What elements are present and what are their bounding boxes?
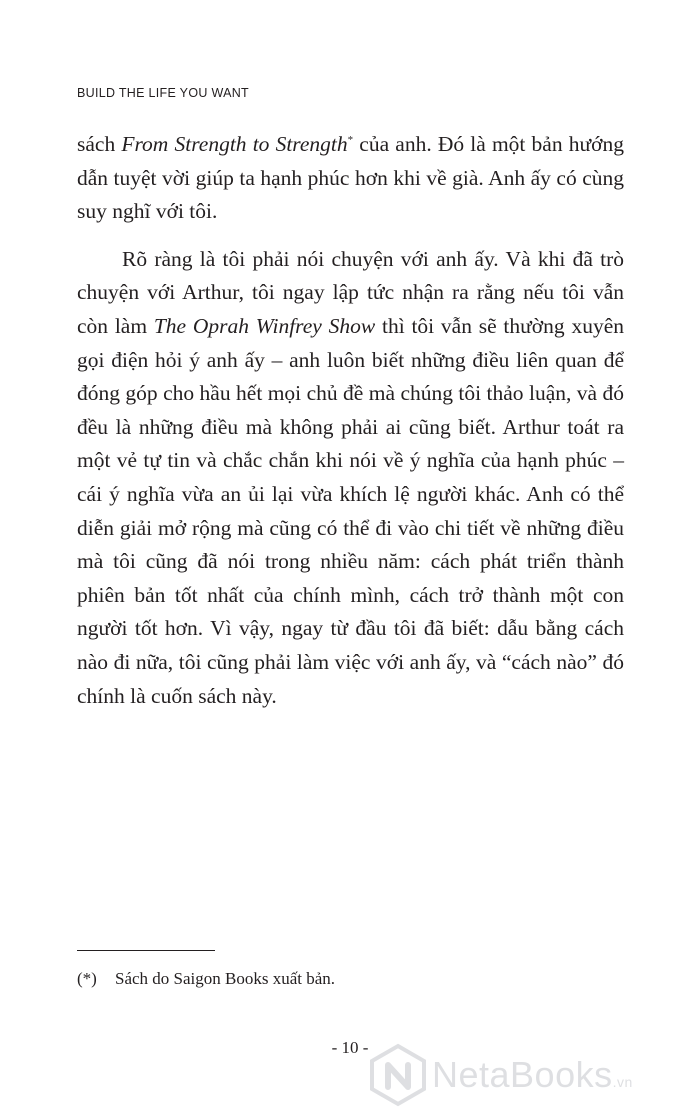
p2-text-a: Rõ ràng là tôi phải nói chuyện với anh ấy. Và khi đã trò chuyện với Arthur, tôi ngay lập tức nhận ra rằng nếu tôi vẫn còn làm [77, 246, 624, 338]
running-header: BUILD THE LIFE YOU WANT [77, 86, 249, 100]
body-text [77, 128, 624, 713]
p2-text-b: thì tôi vẫn sẽ thường xuyên gọi điện hỏi ý anh ấy – anh luôn biết những điều liên quan để đóng góp cho hầu hết mọi chủ đề mà chúng tôi thảo luận, và đó đều là những điều mà không phải ai cũng biết. Arthur toát ra một vẻ tự tin và chắc chắn khi nói về ý nghĩa của hạnh phúc – cái ý nghĩa vừa an ủi lại vừa khích lệ người khác. Anh có thể diễn giải mở rộng mà cũng có thể đi vào chi tiết về những điều mà tôi cũng đã nói trong nhiều năm: cách phát triển thành phiên bản tốt nhất của chính mình, cách trở thành một con người tốt hơn. Vì vậy, ngay từ đầu tôi đã biết: dẫu bằng cách nào đi nữa, tôi cũng phải làm việc với anh ấy, và “cách nào” đó chính là cuốn sách này. [77, 313, 624, 708]
footnote-divider [77, 950, 215, 951]
book-title: From Strength to Strength [121, 132, 348, 156]
watermark-text [432, 1054, 633, 1096]
show-title: The Oprah Winfrey Show [153, 313, 376, 338]
watermark-brand: NetaBooks [432, 1054, 613, 1095]
watermark-suffix: .vn [612, 1074, 633, 1090]
p1-text-b: của anh. Đó là một bản hướng dẫn tuyệt vời giúp ta hạnh phúc hơn khi về già. Anh ấy có cùng suy nghĩ với tôi. [77, 132, 625, 224]
paragraph-1 [77, 128, 624, 229]
watermark [366, 1040, 691, 1110]
footnote-marker: (*) [77, 969, 97, 988]
footnote-text: Sách do Saigon Books xuất bản. [115, 969, 336, 988]
footnote-reference: * [347, 133, 354, 146]
p1-text-a: sách [77, 132, 122, 156]
footnote [77, 967, 335, 991]
paragraph-2 [77, 243, 624, 713]
page-number: - 10 - [331, 1038, 369, 1057]
netabooks-logo-icon [366, 1043, 430, 1107]
